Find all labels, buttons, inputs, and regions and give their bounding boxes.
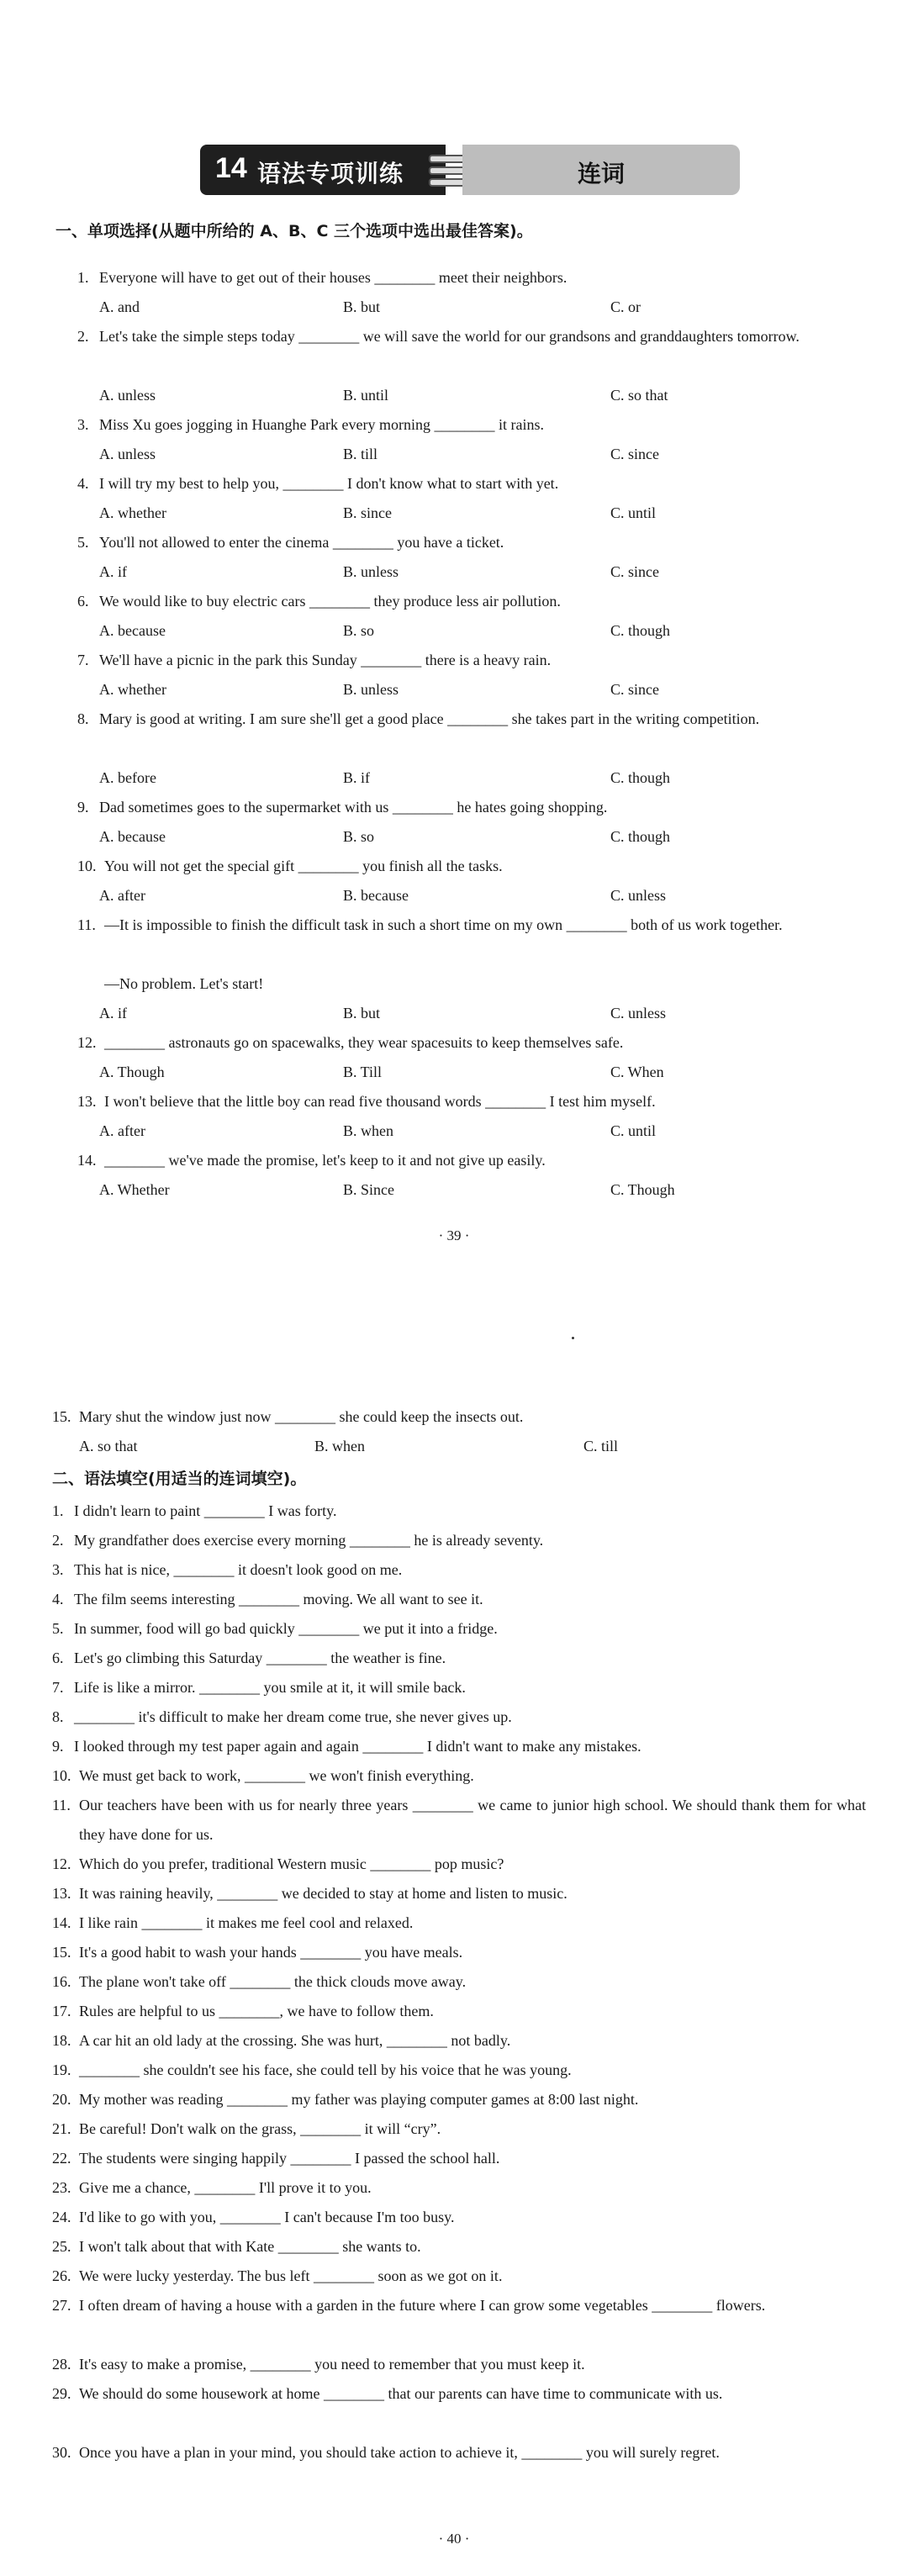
option-a: A. whether [99, 504, 166, 521]
option-a: A. unless [99, 387, 156, 404]
unit-header-banner [200, 145, 740, 195]
fill-item-24 [52, 2203, 866, 2232]
option-c: C. since [610, 446, 659, 462]
option-b: B. till [343, 446, 378, 462]
item-text: Our teachers have been with us for nearly three years ________ we came to junior high school. We should thank them for what they have done for us. [79, 1797, 866, 1843]
question-number: 15. [52, 1408, 71, 1425]
unit-topic: 语法专项训练 [257, 160, 404, 187]
question-3-options [99, 440, 856, 468]
option-c: C. so that [610, 387, 668, 404]
question-15 [52, 1402, 866, 1432]
item-text: Rules are helpful to us ________, we have to follow them. [79, 2003, 434, 2019]
question-number: 4. [77, 475, 89, 492]
question-number: 9. [77, 799, 89, 816]
question-number: 6. [77, 593, 89, 610]
question-9-options [99, 822, 856, 851]
item-text: Which do you prefer, traditional Western music ________ pop music? [79, 1855, 504, 1872]
question-14-options [99, 1175, 856, 1204]
item-text: ________ it's difficult to make her dream come true, she never gives up. [74, 1708, 512, 1725]
question-5 [77, 528, 866, 557]
page-39 [0, 0, 908, 1270]
question-number: 5. [77, 534, 89, 551]
fill-item-15 [52, 1938, 866, 1967]
item-number: 27. [52, 2297, 71, 2314]
question-10-options [99, 881, 856, 910]
unit-number: 14 [215, 152, 247, 184]
item-number: 21. [52, 2120, 71, 2137]
item-number: 4. [52, 1591, 64, 1607]
option-b: B. until [343, 387, 389, 404]
item-number: 17. [52, 2003, 71, 2019]
question-text: —It is impossible to finish the difficult task in such a short time on my own ________ both of us work together. [104, 916, 783, 933]
fill-item-21 [52, 2114, 866, 2144]
scan-mark [572, 1337, 574, 1339]
fill-item-4 [52, 1585, 866, 1614]
unit-title: 连词 [577, 160, 625, 187]
item-text: It's a good habit to wash your hands ________ you have meals. [79, 1944, 463, 1961]
question-text: Mary shut the window just now ________ she could keep the insects out. [79, 1408, 524, 1425]
option-b: B. but [343, 298, 381, 315]
option-b: B. but [343, 1005, 381, 1021]
item-text: My grandfather does exercise every morning ________ he is already seventy. [74, 1532, 544, 1549]
fill-item-10 [52, 1761, 866, 1791]
item-number: 19. [52, 2061, 71, 2078]
question-number: 12. [77, 1034, 97, 1051]
item-text: Let's go climbing this Saturday ________ the weather is fine. [74, 1650, 446, 1666]
question-4-options [99, 499, 856, 527]
fill-item-16 [52, 1967, 866, 1997]
item-text: A car hit an old lady at the crossing. She was hurt, ________ not badly. [79, 2032, 511, 2049]
question-12-options [99, 1058, 856, 1086]
item-number: 25. [52, 2238, 71, 2255]
item-number: 8. [52, 1708, 64, 1725]
question-number: 11. [77, 916, 96, 933]
item-number: 23. [52, 2179, 71, 2196]
item-text: It's easy to make a promise, ________ you need to remember that you must keep it. [79, 2356, 585, 2373]
item-number: 6. [52, 1650, 64, 1666]
page-number: · 40 · [438, 2531, 470, 2547]
fill-item-12 [52, 1850, 866, 1879]
option-a: A. after [99, 887, 145, 904]
option-b: B. unless [343, 681, 399, 698]
option-a: A. because [99, 622, 166, 639]
item-text: Be careful! Don't walk on the grass, ________ it will “cry”. [79, 2120, 441, 2137]
item-text: Give me a chance, ________ I'll prove it to you. [79, 2179, 372, 2196]
item-text: Once you have a plan in your mind, you should take action to achieve it, ________ you will surely regret. [79, 2444, 720, 2461]
fill-item-26 [52, 2262, 866, 2291]
question-15-options [79, 1432, 836, 1460]
option-a: A. so that [79, 1438, 138, 1454]
option-b: B. Till [343, 1064, 383, 1080]
question-number: 7. [77, 652, 89, 668]
question-text: You'll not allowed to enter the cinema ________ you have a ticket. [99, 534, 504, 551]
binder-rings-icon [429, 151, 466, 188]
item-text: It was raining heavily, ________ we decided to stay at home and listen to music. [79, 1885, 568, 1902]
option-c: C. or [610, 298, 641, 315]
question-text: We'll have a picnic in the park this Sunday ________ there is a heavy rain. [99, 652, 552, 668]
question-11 [77, 911, 866, 940]
question-reply-text: —No problem. Let's start! [104, 975, 264, 992]
question-text: We would like to buy electric cars ________ they produce less air pollution. [99, 593, 561, 610]
fill-item-19 [52, 2056, 866, 2085]
option-a: A. if [99, 1005, 127, 1021]
question-number: 1. [77, 269, 89, 286]
question-12 [77, 1028, 866, 1058]
option-b: B. because [343, 887, 409, 904]
item-text: I won't talk about that with Kate ________ she wants to. [79, 2238, 421, 2255]
option-a: A. after [99, 1122, 145, 1139]
item-text: I didn't learn to paint ________ I was forty. [74, 1502, 337, 1519]
option-a: A. unless [99, 446, 156, 462]
item-text: In summer, food will go bad quickly ________ we put it into a fridge. [74, 1620, 498, 1637]
fill-item-20 [52, 2085, 866, 2114]
item-number: 5. [52, 1620, 64, 1637]
item-text: I like rain ________ it makes me feel cool and relaxed. [79, 1914, 414, 1931]
option-c: C. unless [610, 1005, 667, 1021]
item-text: The students were singing happily ________ I passed the school hall. [79, 2150, 500, 2167]
page-number: · 39 · [438, 1227, 470, 1243]
question-3 [77, 410, 866, 440]
section1-title: 一、单项选择(从题中所给的 A、B、C 三个选项中选出最佳答案)。 [55, 222, 533, 240]
item-number: 13. [52, 1885, 71, 1902]
fill-item-6 [52, 1644, 866, 1673]
question-8 [77, 705, 866, 734]
fill-item-17 [52, 1997, 866, 2026]
item-text: The plane won't take off ________ the thick clouds move away. [79, 1973, 467, 1990]
item-number: 28. [52, 2356, 71, 2373]
item-number: 24. [52, 2209, 71, 2225]
question-number: 2. [77, 328, 89, 345]
question-number: 13. [77, 1093, 97, 1110]
item-text: We were lucky yesterday. The bus left ________ soon as we got on it. [79, 2267, 503, 2284]
option-c: C. since [610, 681, 659, 698]
fill-item-25 [52, 2232, 866, 2262]
item-number: 12. [52, 1855, 71, 1872]
question-number: 8. [77, 710, 89, 727]
option-c: C. Though [610, 1181, 675, 1198]
section2-title: 二、语法填空(用适当的连词填空)。 [52, 1470, 307, 1488]
option-a: A. if [99, 563, 127, 580]
question-text: Let's take the simple steps today ________ we will save the world for our grandsons and granddaughters tomorrow. [99, 328, 800, 345]
option-a: A. because [99, 828, 166, 845]
option-b: B. if [343, 769, 371, 786]
option-a: A. and [99, 298, 140, 315]
option-c: C. though [610, 769, 671, 786]
item-number: 3. [52, 1561, 64, 1578]
question-number: 14. [77, 1152, 97, 1169]
question-text: I will try my best to help you, ________ I don't know what to start with yet. [99, 475, 559, 492]
fill-item-1 [52, 1497, 866, 1526]
item-number: 22. [52, 2150, 71, 2167]
option-c: C. till [583, 1438, 619, 1454]
option-c: C. until [610, 504, 657, 521]
item-number: 29. [52, 2385, 71, 2402]
fill-item-28 [52, 2350, 866, 2379]
item-number: 30. [52, 2444, 71, 2461]
option-a: A. before [99, 769, 156, 786]
fill-item-29 [52, 2379, 866, 2409]
question-10 [77, 852, 866, 881]
option-c: C. until [610, 1122, 657, 1139]
item-text: My mother was reading ________ my father was playing computer games at 8:00 last night. [79, 2091, 639, 2108]
question-text: ________ astronauts go on spacewalks, they wear spacesuits to keep themselves safe. [104, 1034, 624, 1051]
item-number: 15. [52, 1944, 71, 1961]
option-b: B. when [314, 1438, 365, 1454]
option-a: A. Though [99, 1064, 165, 1080]
question-7-options [99, 675, 856, 704]
item-text: I'd like to go with you, ________ I can't because I'm too busy. [79, 2209, 455, 2225]
option-c: C. though [610, 828, 671, 845]
fill-item-7 [52, 1673, 866, 1702]
item-number: 18. [52, 2032, 71, 2049]
question-1-options [99, 293, 856, 321]
fill-item-11 [52, 1791, 866, 1850]
item-text: This hat is nice, ________ it doesn't look good on me. [74, 1561, 403, 1578]
fill-item-5 [52, 1614, 866, 1644]
item-number: 14. [52, 1914, 71, 1931]
question-1 [77, 263, 866, 293]
question-number: 10. [77, 858, 97, 874]
option-c: C. unless [610, 887, 667, 904]
option-b: B. when [343, 1122, 393, 1139]
fill-item-30 [52, 2438, 866, 2468]
item-number: 7. [52, 1679, 64, 1696]
question-5-options [99, 557, 856, 586]
item-number: 26. [52, 2267, 71, 2284]
option-c: C. though [610, 622, 671, 639]
question-number: 3. [77, 416, 89, 433]
question-11-options [99, 999, 856, 1027]
question-8-options [99, 763, 856, 792]
fill-item-22 [52, 2144, 866, 2173]
question-text: I won't believe that the little boy can read five thousand words ________ I test him myself. [104, 1093, 656, 1110]
question-4 [77, 469, 866, 499]
item-text: Life is like a mirror. ________ you smile at it, it will smile back. [74, 1679, 466, 1696]
question-6-options [99, 616, 856, 645]
item-number: 16. [52, 1973, 71, 1990]
item-text: I looked through my test paper again and again ________ I didn't want to make any mistakes. [74, 1738, 641, 1755]
fill-item-3 [52, 1555, 866, 1585]
question-13-options [99, 1116, 856, 1145]
question-2 [77, 322, 866, 351]
option-b: B. Since [343, 1181, 394, 1198]
header-right-block [462, 145, 740, 195]
option-b: B. so [343, 828, 375, 845]
fill-item-8 [52, 1702, 866, 1732]
question-7 [77, 646, 866, 675]
question-text: Mary is good at writing. I am sure she'll get a good place ________ she takes part in the writing competition. [99, 710, 760, 727]
item-number: 2. [52, 1532, 64, 1549]
fill-item-2 [52, 1526, 866, 1555]
item-number: 11. [52, 1797, 71, 1813]
item-number: 20. [52, 2091, 71, 2108]
option-b: B. so [343, 622, 375, 639]
option-c: C. When [610, 1064, 664, 1080]
page-40 [0, 1270, 908, 2576]
fill-item-18 [52, 2026, 866, 2056]
fill-item-14 [52, 1908, 866, 1938]
fill-item-9 [52, 1732, 866, 1761]
item-text: I often dream of having a house with a garden in the future where I can grow some vegetables ________ flowers. [79, 2297, 766, 2314]
question-text: Miss Xu goes jogging in Huanghe Park every morning ________ it rains. [99, 416, 544, 433]
question-14 [77, 1146, 866, 1175]
question-9 [77, 793, 866, 822]
item-number: 10. [52, 1767, 71, 1784]
item-number: 9. [52, 1738, 64, 1755]
question-text: You will not get the special gift ________ you finish all the tasks. [104, 858, 503, 874]
option-b: B. since [343, 504, 392, 521]
fill-item-27 [52, 2291, 866, 2320]
item-number: 1. [52, 1502, 64, 1519]
option-a: A. whether [99, 681, 166, 698]
item-text: We must get back to work, ________ we won't finish everything. [79, 1767, 474, 1784]
option-a: A. Whether [99, 1181, 170, 1198]
question-6 [77, 587, 866, 616]
item-text: We should do some housework at home ________ that our parents can have time to communicate with us. [79, 2385, 723, 2402]
option-b: B. unless [343, 563, 399, 580]
item-text: ________ she couldn't see his face, she could tell by his voice that he was young. [79, 2061, 572, 2078]
option-c: C. since [610, 563, 659, 580]
header-left-block [200, 145, 446, 195]
question-text: Dad sometimes goes to the supermarket with us ________ he hates going shopping. [99, 799, 608, 816]
fill-item-23 [52, 2173, 866, 2203]
item-text: The film seems interesting ________ moving. We all want to see it. [74, 1591, 483, 1607]
question-2-options [99, 381, 856, 409]
question-text: ________ we've made the promise, let's keep to it and not give up easily. [104, 1152, 546, 1169]
question-text: Everyone will have to get out of their houses ________ meet their neighbors. [99, 269, 568, 286]
fill-item-13 [52, 1879, 866, 1908]
question-13 [77, 1087, 866, 1116]
question-11-reply [77, 969, 866, 999]
